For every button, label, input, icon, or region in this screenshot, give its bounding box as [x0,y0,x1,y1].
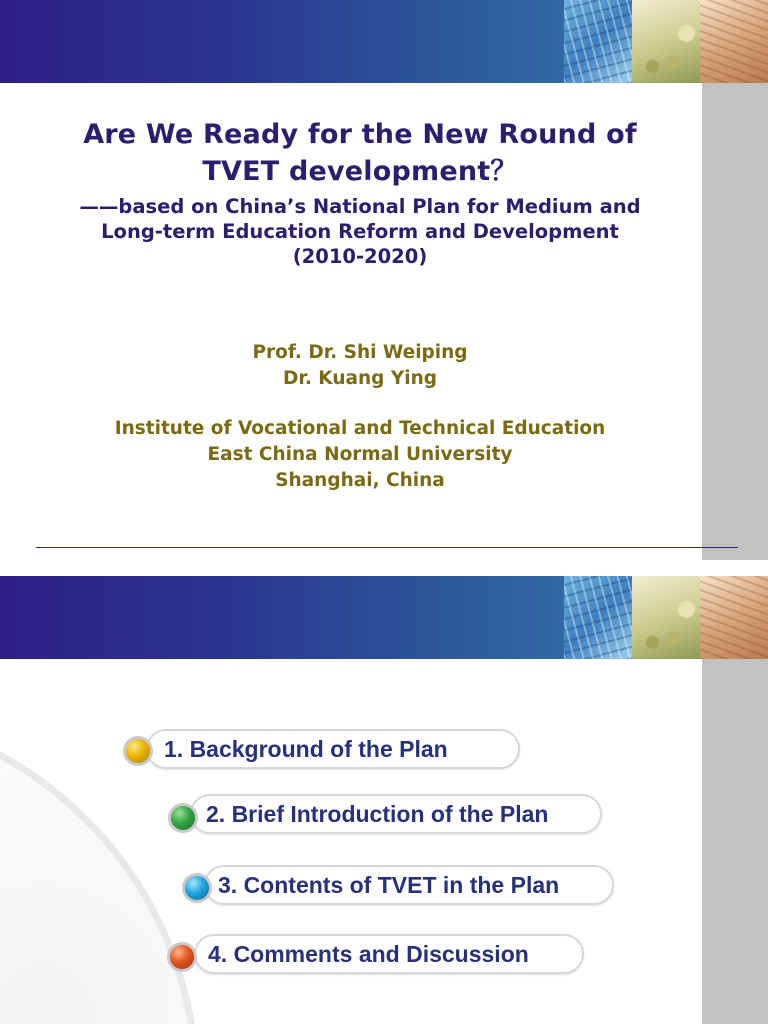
outline-item-contents[interactable] [204,865,614,905]
spacer [0,392,720,416]
outline-item-comments[interactable] [194,934,584,974]
outline-item-label: 4. Comments and Discussion [208,940,529,967]
banner-photo-pen [700,576,768,659]
circle-bullet-icon [168,803,198,833]
main-title [0,116,720,190]
banner-photo-calculator [632,576,700,659]
subtitle [0,194,720,269]
banner-photo-collage [564,576,768,659]
affiliation-line-2: East China Normal University [207,444,513,465]
header-banner [0,0,768,83]
title-block [0,116,720,269]
outline-item-label: 2. Brief Introduction of the Plan [206,800,549,827]
banner-photo-pen [700,0,768,83]
subtitle-line-1: ——based on China’s National Plan for Medium and [79,195,641,218]
subtitle-line-3: (2010-2020) [292,245,428,268]
outline-item-label: 3. Contents of TVET in the Plan [218,871,560,898]
circle-bullet-icon [167,942,197,972]
outline-item-label: 1. Background of the Plan [164,735,448,762]
affiliation-line-3: Shanghai, China [275,470,445,491]
banner-photo-blueprint [564,576,632,659]
circle-bullet-icon [182,873,212,903]
main-title-line-1: Are We Ready for the New Round of [83,119,637,150]
subtitle-line-2: Long-term Education Reform and Development [101,220,619,243]
author-2: Dr. Kuang Ying [283,368,437,389]
banner-photo-calculator [632,0,700,83]
banner-photo-blueprint [564,0,632,83]
authors-block [0,340,720,494]
main-title-line-2: TVET development？ [202,156,518,187]
outline-item-background[interactable] [146,729,520,769]
header-banner [0,576,768,659]
outline-slide [0,576,768,1024]
outline-item-introduction[interactable] [190,794,602,834]
affiliation-line-1: Institute of Vocational and Technical Education [114,418,606,439]
side-strip [702,659,768,1024]
banner-photo-collage [564,0,768,83]
circle-bullet-icon [123,736,153,766]
author-1: Prof. Dr. Shi Weiping [252,342,468,363]
slide-divider [36,547,738,548]
